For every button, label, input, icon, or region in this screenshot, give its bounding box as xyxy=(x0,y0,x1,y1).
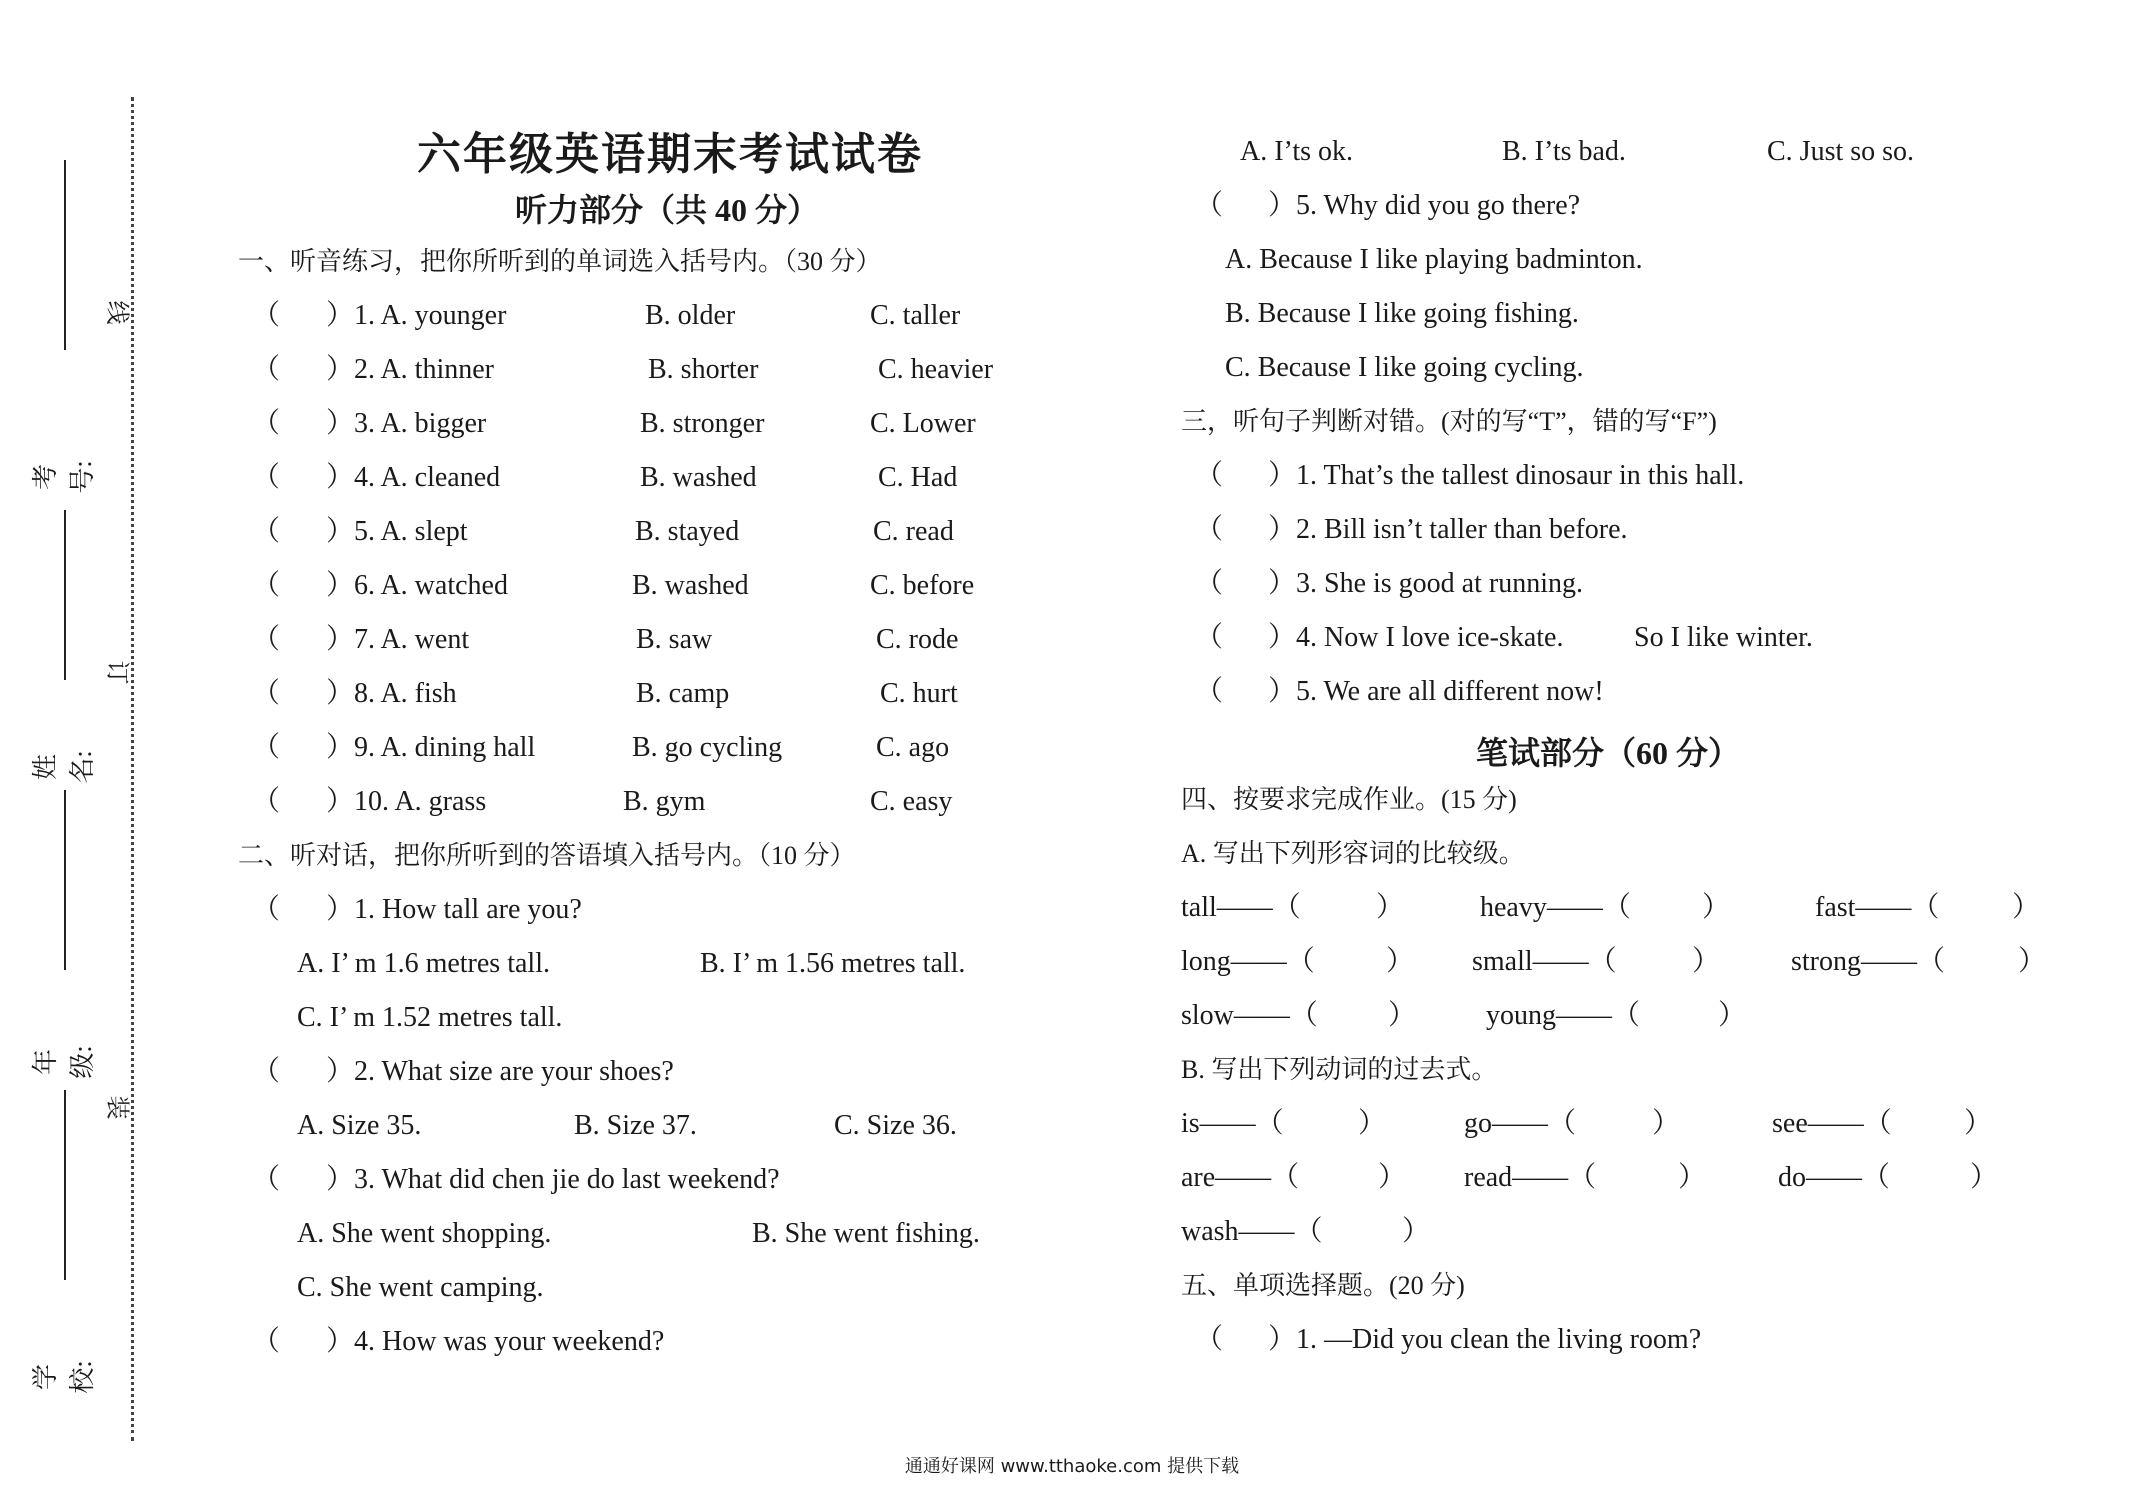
word-blank: small——（ xyxy=(1472,946,1617,977)
answer-paren[interactable]: （ xyxy=(1195,514,1224,545)
answer-paren[interactable]: （ xyxy=(252,732,281,763)
paren-close: ） xyxy=(1402,1216,1431,1247)
word-blank: long——（ xyxy=(1181,946,1315,977)
word-blank: go——（ xyxy=(1464,1108,1577,1139)
part5-instruction: 五、单项选择题。(20 分) xyxy=(1181,1271,1465,1300)
name-label: 姓 名: xyxy=(31,750,97,784)
school-label: 学 校: xyxy=(31,1360,97,1394)
paren-close: ） xyxy=(1386,946,1415,977)
question-text: ）4. How was your weekend? xyxy=(326,1326,665,1357)
grade-line xyxy=(64,790,66,970)
option-a: A. Because I like playing badminton. xyxy=(1225,244,1643,275)
exam-title: 六年级英语期末考试试卷 xyxy=(417,130,923,179)
answer-paren[interactable]: （ xyxy=(1195,190,1224,221)
part1-instruction: 一、听音练习，把你所听到的单词选入括号内。（30 分） xyxy=(238,247,882,276)
option-b: B. Size 37. xyxy=(574,1110,697,1141)
option-b: B. She went fishing. xyxy=(752,1218,980,1249)
binding-mark-zhuang: 装 xyxy=(103,1095,130,1120)
word-blank: slow——（ xyxy=(1181,1000,1318,1031)
page-footer: 通通好课网 www.tthaoke.com 提供下载 xyxy=(904,1456,1240,1477)
answer-paren[interactable]: （ xyxy=(252,1326,281,1357)
question-option-a: ）5. A. slept xyxy=(326,516,468,547)
option-b: B. I’ts bad. xyxy=(1502,136,1626,167)
answer-paren[interactable]: （ xyxy=(252,570,281,601)
question-option-b: B. camp xyxy=(636,678,730,709)
paren-close: ） xyxy=(1702,892,1731,923)
question-option-a: ）2. A. thinner xyxy=(326,354,494,385)
word-blank: strong——（ xyxy=(1791,946,1946,977)
answer-paren[interactable]: （ xyxy=(252,300,281,331)
statement: ）5. We are all different now! xyxy=(1268,676,1604,707)
question-option-b: B. go cycling xyxy=(632,732,783,763)
option-b: B. Because I like going fishing. xyxy=(1225,298,1579,329)
word-blank: tall——（ xyxy=(1181,892,1301,923)
question-text: ）1. —Did you clean the living room? xyxy=(1268,1324,1702,1355)
answer-paren[interactable]: （ xyxy=(252,1056,281,1087)
option-a: A. I’ts ok. xyxy=(1240,136,1354,167)
answer-paren[interactable]: （ xyxy=(1195,622,1224,653)
paren-close: ） xyxy=(2018,946,2047,977)
question-option-c: C. Had xyxy=(878,462,958,493)
question-option-b: B. saw xyxy=(636,624,713,655)
question-option-a: ）4. A. cleaned xyxy=(326,462,501,493)
paren-close: ） xyxy=(1964,1108,1993,1139)
question-option-a: ）10. A. grass xyxy=(326,786,487,817)
question-text: ）3. What did chen jie do last weekend? xyxy=(326,1164,780,1195)
answer-paren[interactable]: （ xyxy=(252,624,281,655)
part2-instruction: 二、听对话，把你所听到的答语填入括号内。（10 分） xyxy=(238,841,856,870)
answer-paren[interactable]: （ xyxy=(1195,460,1224,491)
option-c: C. She went camping. xyxy=(297,1272,544,1303)
question-option-c: C. Lower xyxy=(870,408,976,439)
answer-paren[interactable]: （ xyxy=(1195,568,1224,599)
name-line xyxy=(64,510,66,680)
binding-mark-ding: 订 xyxy=(103,660,130,685)
exam-number-line xyxy=(64,160,66,350)
part4-b-label: B. 写出下列动词的过去式。 xyxy=(1181,1055,1498,1084)
option-a: A. Size 35. xyxy=(297,1110,422,1141)
word-blank: is——（ xyxy=(1181,1108,1284,1139)
paren-close: ） xyxy=(1376,892,1405,923)
question-option-b: B. stayed xyxy=(635,516,740,547)
question-option-c: C. hurt xyxy=(880,678,958,709)
question-option-c: C. ago xyxy=(876,732,950,763)
question-option-c: C. before xyxy=(870,570,975,601)
question-option-b: B. washed xyxy=(632,570,749,601)
question-option-a: ）6. A. watched xyxy=(326,570,508,601)
answer-paren[interactable]: （ xyxy=(252,678,281,709)
school-line xyxy=(64,1090,66,1280)
paren-close: ） xyxy=(1652,1108,1681,1139)
question-text: ）2. What size are your shoes? xyxy=(326,1056,674,1087)
question-option-a: ）7. A. went xyxy=(326,624,470,655)
question-option-c: C. taller xyxy=(870,300,961,331)
binding-mark-xian: 线 xyxy=(103,300,130,325)
statement: ）4. Now I love ice-skate. xyxy=(1268,622,1564,653)
word-blank: are——（ xyxy=(1181,1162,1300,1193)
question-option-a: ）8. A. fish xyxy=(326,678,457,709)
question-option-b: B. gym xyxy=(623,786,706,817)
paren-close: ） xyxy=(1378,1162,1407,1193)
answer-paren[interactable]: （ xyxy=(1195,1324,1224,1355)
answer-paren[interactable]: （ xyxy=(252,354,281,385)
option-c: C. I’ m 1.52 metres tall. xyxy=(297,1002,563,1033)
paren-close: ） xyxy=(1678,1162,1707,1193)
option-a: A. She went shopping. xyxy=(297,1218,552,1249)
option-a: A. I’ m 1.6 metres tall. xyxy=(297,948,550,979)
paren-close: ） xyxy=(1970,1162,1999,1193)
question-option-b: B. washed xyxy=(640,462,757,493)
exam-number-label: 考 号: xyxy=(31,460,97,494)
answer-paren[interactable]: （ xyxy=(252,408,281,439)
option-c: C. Because I like going cycling. xyxy=(1225,352,1584,383)
word-blank: do——（ xyxy=(1778,1162,1891,1193)
paren-close: ） xyxy=(2012,892,2041,923)
answer-paren[interactable]: （ xyxy=(252,786,281,817)
paren-close: ） xyxy=(1388,1000,1417,1031)
question-option-b: B. shorter xyxy=(648,354,759,385)
question-option-c: C. heavier xyxy=(878,354,994,385)
paren-close: ） xyxy=(1718,1000,1747,1031)
question-option-b: B. stronger xyxy=(640,408,765,439)
listening-header: 听力部分（共 40 分） xyxy=(515,192,820,228)
answer-paren[interactable]: （ xyxy=(252,894,281,925)
question-text: ）5. Why did you go there? xyxy=(1268,190,1581,221)
question-option-a: ）3. A. bigger xyxy=(326,408,487,439)
option-c: C. Size 36. xyxy=(834,1110,957,1141)
question-option-c: C. rode xyxy=(876,624,959,655)
answer-paren[interactable]: （ xyxy=(1195,676,1224,707)
statement: ）2. Bill isn’t taller than before. xyxy=(1268,514,1628,545)
option-b: B. I’ m 1.56 metres tall. xyxy=(700,948,966,979)
statement: ）3. She is good at running. xyxy=(1268,568,1583,599)
question-option-a: ）9. A. dining hall xyxy=(326,732,536,763)
word-blank: fast——（ xyxy=(1815,892,1940,923)
question-option-b: B. older xyxy=(645,300,736,331)
statement-continuation: So I like winter. xyxy=(1634,622,1813,653)
word-blank: wash——（ xyxy=(1181,1216,1323,1247)
paren-close: ） xyxy=(1358,1108,1387,1139)
question-option-a: ）1. A. younger xyxy=(326,300,507,331)
word-blank: heavy——（ xyxy=(1480,892,1631,923)
part4-instruction: 四、按要求完成作业。(15 分) xyxy=(1181,785,1517,814)
answer-paren[interactable]: （ xyxy=(252,462,281,493)
question-option-c: C. read xyxy=(873,516,954,547)
answer-paren[interactable]: （ xyxy=(252,1164,281,1195)
paren-close: ） xyxy=(1692,946,1721,977)
part4-a-label: A. 写出下列形容词的比较级。 xyxy=(1181,839,1525,868)
question-text: ）1. How tall are you? xyxy=(326,894,582,925)
grade-label: 年 级: xyxy=(31,1045,97,1079)
word-blank: read——（ xyxy=(1464,1162,1597,1193)
option-c: C. Just so so. xyxy=(1767,136,1915,167)
part3-instruction: 三，听句子判断对错。(对的写“T”，错的写“F”) xyxy=(1181,407,1717,436)
answer-paren[interactable]: （ xyxy=(252,516,281,547)
statement: ）1. That’s the tallest dinosaur in this hall. xyxy=(1268,460,1745,491)
word-blank: see——（ xyxy=(1772,1108,1892,1139)
word-blank: young——（ xyxy=(1486,1000,1641,1031)
writing-header: 笔试部分（60 分） xyxy=(1476,735,1741,771)
question-option-c: C. easy xyxy=(870,786,953,817)
